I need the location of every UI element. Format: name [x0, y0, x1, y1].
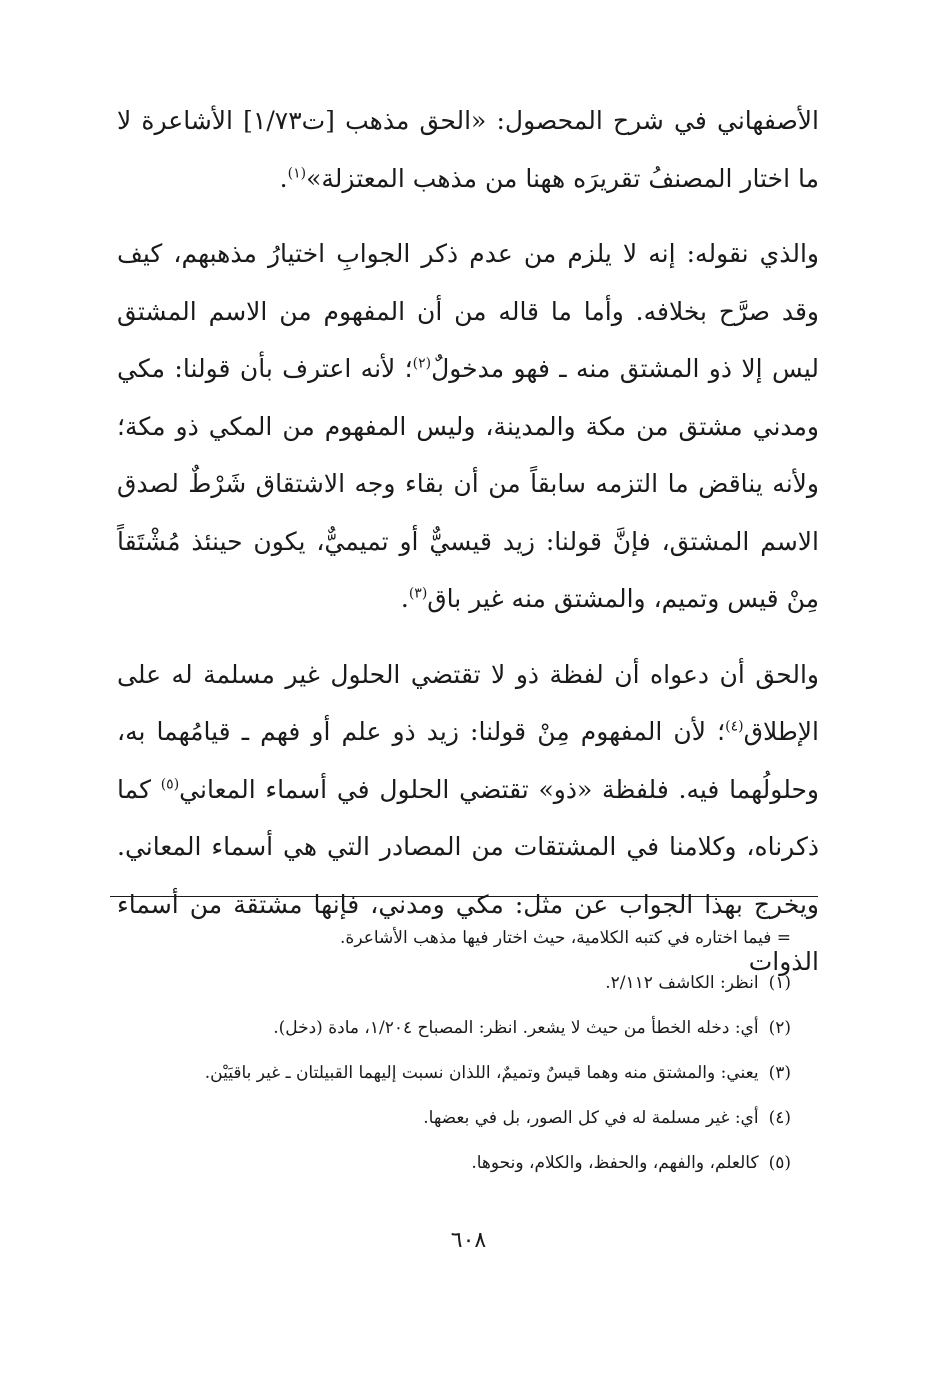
footnote-text: انظر: الكاشف ٢/١١٢.: [605, 973, 759, 993]
footnote-3: [131, 1051, 791, 1096]
footnote-ref-2: (٢): [412, 355, 432, 372]
footnote-ref-5: (٥): [160, 776, 180, 793]
footnote-separator: [110, 896, 818, 897]
footnote-5: [131, 1141, 791, 1186]
footnote-text: كالعلم، والفهم، والحفظ، والكلام، ونحوها.: [471, 1153, 759, 1173]
footnote-continuation: = فيما اختاره في كتبه الكلامية، حيث اختار فيها مذهب الأشاعرة.: [340, 928, 791, 948]
paragraph-3-text-b: ؛ لأن المفهوم مِنْ قولنا: زيد ذو علم أو فهم ـ قيامُهما به، وحلولُهما فيه. فلفظة «ذو» تقتضي الحلول في أسماء المعاني: [117, 717, 819, 804]
footnote-1: [131, 961, 791, 1006]
footnote-ref-1: (١): [287, 165, 307, 182]
footnote-number: (٥): [768, 1153, 791, 1173]
footnote-2: [131, 1006, 791, 1051]
footnote-text: يعني: والمشتق منه وهما قيسٌ وتميمٌ، اللذان نسبت إليهما القبيلتان ـ غير باقيَيْن.: [204, 1063, 759, 1083]
footnote-number: (١): [768, 973, 791, 993]
paragraph-3-text-c: كما ذكرناه، وكلامنا في المشتقات من المصادر التي هي أسماء المعاني. ويخرج بهذا الجواب عن مثل: مكي ومدني، فإنها مشتقة من أسماء الذوات: [117, 774, 819, 976]
period: .: [400, 584, 409, 613]
footnote-4: [131, 1096, 791, 1141]
footnote-text: أي: دخله الخطأ من حيث لا يشعر. انظر: المصباح ١/٢٠٤، مادة (دخل).: [273, 1018, 759, 1038]
footnote-text: أي: غير مسلمة له في كل الصور، بل في بعضها.: [423, 1108, 759, 1128]
paragraph-3-text-a: والحق أن دعواه أن لفظة ذو لا تقتضي الحلول غير مسلمة له على الإطلاق: [117, 659, 819, 746]
footnotes: [131, 916, 791, 1186]
period: .: [279, 163, 288, 193]
page-number: ٦٠٨: [450, 1228, 487, 1253]
paragraph-1-text: الأصفهاني في شرح المحصول: «الحق مذهب [ت١/٧٣] الأشاعرة لا ما اختار المصنفُ تقريرَه ههنا من مذهب المعتزلة»: [117, 106, 820, 193]
paragraph-2: [117, 225, 819, 628]
footnote-ref-4: (٤): [725, 718, 744, 735]
footnote-ref-3: (٣): [408, 585, 428, 602]
footnote-number: (٤): [768, 1108, 791, 1128]
main-text: [117, 92, 819, 991]
paragraph-2-text-a: والذي نقوله: إنه لا يلزم من عدم ذكر الجوابِ اختيارُ مذهبهم، كيف وقد صرَّح بخلافه. وأما ما قاله من أن المفهوم من الاسم المشتق ليس إلا ذو المشتق منه ـ فهو مدخولٌ: [117, 239, 820, 383]
footnote-number: (٢): [768, 1018, 791, 1038]
paragraph-1: [117, 92, 819, 207]
paragraph-2-text-b: ؛ لأنه اعترف بأن قولنا: مكي ومدني مشتق من مكة والمدينة، وليس المفهوم من المكي ذو مكة؛ ولأنه يناقض ما التزمه سابقاً من أن بقاء وجه الاشتقاق شَرْطٌ لصدق الاسم المشتق، فإنَّ قولنا: زيد قيسيٌّ أو تميميٌّ، يكون حينئذ مُشْتَقاً مِنْ قيس وتميم، والمشتق منه غير باق: [117, 354, 819, 613]
footnote-number: (٣): [768, 1063, 791, 1083]
